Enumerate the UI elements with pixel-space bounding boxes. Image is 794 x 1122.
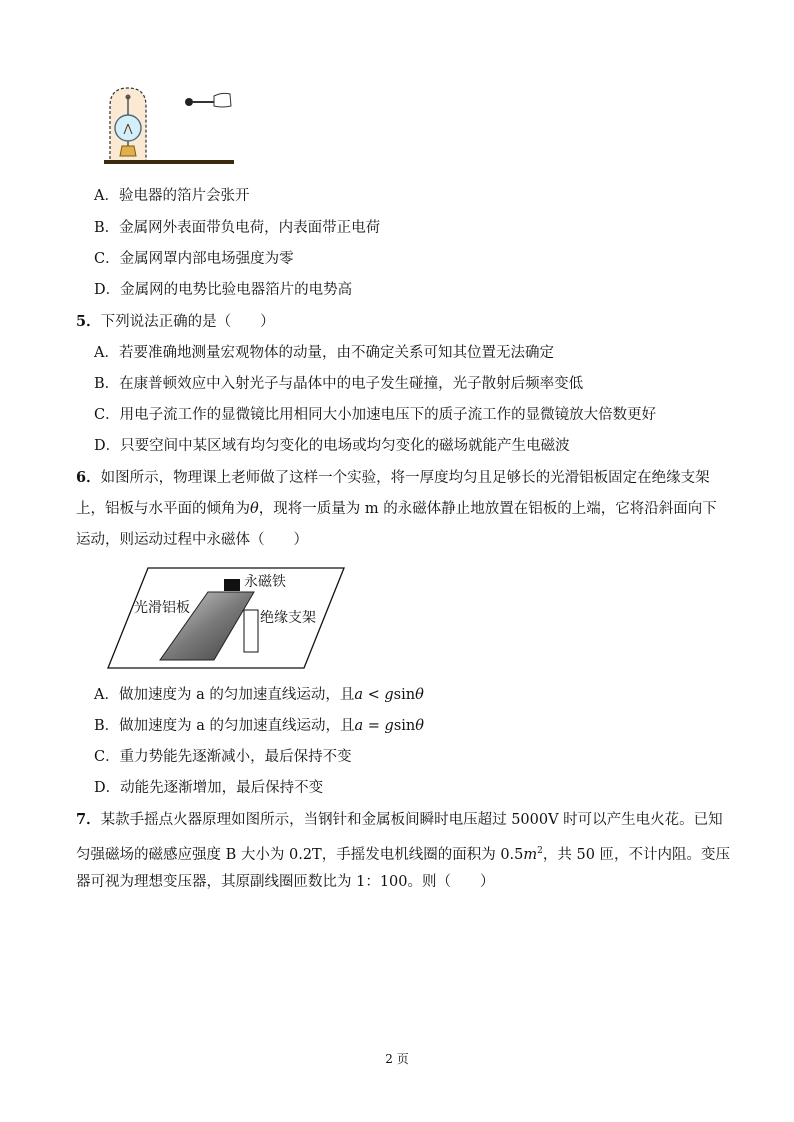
q7-stem-line1: 7．某款手摇点火器原理如图所示，当钢针和金属板间瞬时电压超过 5000V 时可以产生电火花。已知 <box>76 811 723 828</box>
q6-option-c: C．重力势能先逐渐减小，最后保持不变 <box>94 749 352 765</box>
q6-stem-line3: 运动，则运动过程中永磁体（ ） <box>76 532 308 548</box>
q6-stem-line1: 6．如图所示，物理课上老师做了这样一个实验，将一厚度均匀且足够长的光滑铝板固定在绝缘支架 <box>76 469 710 486</box>
q7-stem-line3: 器可视为理想变压器，其原副线圈匝数比为 1：100。则（ ） <box>76 874 495 890</box>
q6-option-a: A．做加速度为 a 的匀加速直线运动，且a < gsinθ <box>94 687 424 703</box>
q5-number: 5． <box>76 313 101 330</box>
electroscope-jar <box>115 115 141 141</box>
label-support: 绝缘支架 <box>260 610 316 626</box>
inclined-plate-figure <box>104 564 348 672</box>
q5-option-a: A．若要准确地测量宏观物体的动量，由不确定关系可知其位置无法确定 <box>94 345 554 361</box>
theta-symbol: θ <box>250 501 259 517</box>
electroscope-figure <box>100 84 240 172</box>
label-magnet: 永磁铁 <box>244 574 286 590</box>
q6-number: 6． <box>76 469 101 486</box>
q4-option-b: B．金属网外表面带负电荷，内表面带正电荷 <box>94 220 381 236</box>
q4-option-c: C．金属网罩内部电场强度为零 <box>94 251 294 267</box>
q6-stem-line2: 上，铝板与水平面的倾角为θ，现将一质量为 m 的永磁体静止地放置在铝板的上端，它将沿斜面向下 <box>76 501 717 517</box>
ground-bar <box>104 160 234 164</box>
q4-option-d: D．金属网的电势比验电器箔片的电势高 <box>94 282 353 298</box>
q4-option-a: A．验电器的箔片会张开 <box>94 188 250 204</box>
coil-area: $0.5m^2$ <box>500 846 543 863</box>
q7-number: 7． <box>76 811 101 828</box>
insulating-support <box>244 610 258 652</box>
page-footer: 2 页 <box>385 1052 409 1066</box>
q5-option-d: D．只要空间中某区域有均匀变化的电场或均匀变化的磁场就能产生电磁波 <box>94 438 570 454</box>
q5-option-b: B．在康普顿效应中入射光子与晶体中的电子发生碰撞，光子散射后频率变低 <box>94 376 584 392</box>
q6-option-d: D．动能先逐渐增加，最后保持不变 <box>94 780 324 796</box>
q6-option-b: B．做加速度为 a 的匀加速直线运动，且a = gsinθ <box>94 718 424 734</box>
label-plate: 光滑铝板 <box>134 600 190 616</box>
magnet-block <box>224 579 240 591</box>
q7-stem-line2: 匀强磁场的磁感应强度 B 大小为 0.2T，手摇发电机线圈的面积为 $0.5m^2$，共 50 匝，不计内阻。变压 <box>76 846 731 863</box>
hand-icon <box>214 93 231 107</box>
q5-stem: 5．下列说法正确的是（ ） <box>76 313 275 330</box>
q5-option-c: C．用电子流工作的显微镜比用相同大小加速电压下的质子流工作的显微镜放大倍数更好 <box>94 407 657 423</box>
charged-ball <box>185 98 193 106</box>
